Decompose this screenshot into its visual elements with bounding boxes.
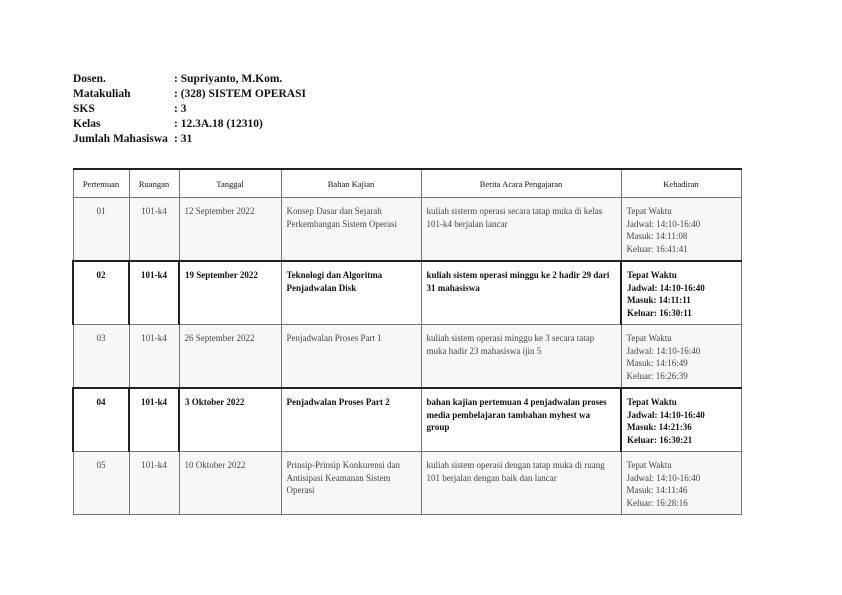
cell-tanggal: 19 September 2022 [179,261,281,325]
cell-tanggal: 26 September 2022 [179,325,281,389]
table-row [73,261,741,325]
jumlah-value: : 31 [174,133,193,145]
cell-kehadiran [621,198,741,262]
cell-ruangan: 101-k4 [129,452,179,515]
cell-kehadiran [621,452,741,515]
header-ruangan: Ruangan [129,169,179,198]
kehadiran-keluar: Keluar: 16:30:11 [627,307,692,318]
info-row-jumlah [73,132,306,147]
cell-berita-acara: kuliah sisterm operasi secara tatap muka di kelas 101-k4 berjalan lancar [421,198,621,262]
info-row-sks [73,102,306,117]
kehadiran-status: Tepat Waktu [626,333,672,343]
matakuliah-label: Matakuliah [73,88,131,100]
cell-ruangan: 101-k4 [129,198,179,262]
table-row [73,198,741,262]
table-row [73,388,741,452]
attendance-table [72,168,742,515]
table-header [73,169,741,198]
cell-tanggal: 12 September 2022 [179,198,281,262]
cell-kehadiran [621,388,741,452]
table-body [73,198,741,515]
cell-bahan-kajian: Penjadwalan Proses Part 2 [281,388,421,452]
kehadiran-masuk: Masuk: 14:16:49 [626,358,688,368]
matakuliah-value: : (328) SISTEM OPERASI [174,88,306,100]
kehadiran-jadwal: Jadwal: 14:10-16:40 [626,472,701,483]
kehadiran-jadwal: Jadwal: 14:10-16:40 [626,345,701,356]
course-info [73,72,306,147]
jumlah-label: Jumlah Mahasiswa [73,133,168,145]
cell-kehadiran [621,261,741,325]
sks-value: : 3 [174,103,187,115]
kelas-value: : 12.3A.18 (12310) [174,118,263,130]
kehadiran-masuk: Masuk: 14:11:11 [627,295,691,305]
sks-label: SKS [73,103,95,115]
kehadiran-jadwal: Jadwal: 14:10-16:40 [627,409,705,420]
kehadiran-jadwal: Jadwal: 14:10-16:40 [626,218,701,229]
info-row-matakuliah [73,87,306,102]
kehadiran-masuk: Masuk: 14:11:46 [626,485,688,495]
info-row-dosen [73,72,306,87]
cell-ruangan: 101-k4 [129,261,179,325]
header-berita-acara: Berita Acara Pengajaran [421,169,621,198]
cell-tanggal: 10 Oktober 2022 [179,452,281,515]
kehadiran-masuk: Masuk: 14:21:36 [627,422,692,432]
kelas-label: Kelas [73,118,101,130]
cell-bahan-kajian: Penjadwalan Proses Part 1 [281,325,421,389]
cell-berita-acara: kuliah sistem operasi dengan tatap muka di ruang 101 berjalan dengan baik dan lancar [421,452,621,515]
kehadiran-keluar: Keluar: 16:28:16 [626,497,688,508]
cell-pertemuan: 04 [73,388,129,452]
cell-pertemuan: 03 [73,325,129,389]
kehadiran-masuk: Masuk: 14:11:08 [626,231,688,241]
cell-ruangan: 101-k4 [129,388,179,452]
dosen-label: Dosen. [73,73,106,85]
cell-tanggal: 3 Oktober 2022 [179,388,281,452]
dosen-value: : Supriyanto, M.Kom. [174,73,283,85]
header-bahan-kajian: Bahan Kajian [281,169,421,198]
cell-berita-acara: bahan kajian pertemuan 4 penjadwalan proses media pembelajaran tambahan myhest wa group [421,388,621,452]
header-kehadiran: Kehadiran [621,169,741,198]
kehadiran-status: Tepat Waktu [626,460,672,470]
cell-pertemuan: 05 [73,452,129,515]
kehadiran-status: Tepat Waktu [627,397,677,407]
kehadiran-keluar: Keluar: 16:41:41 [626,243,688,254]
cell-ruangan: 101-k4 [129,325,179,389]
cell-bahan-kajian: Teknologi dan Algoritma Penjadwalan Disk [281,261,421,325]
cell-berita-acara: kuliah sistem operasi minggu ke 2 hadir 29 dari 31 mahasiswa [421,261,621,325]
cell-kehadiran [621,325,741,389]
info-row-kelas [73,117,306,132]
cell-pertemuan: 02 [73,261,129,325]
kehadiran-keluar: Keluar: 16:30:21 [627,434,693,445]
cell-bahan-kajian: Prinsip-Prinsip Konkurensi dan Antisipasi Keamanan Sistem Operasi [281,452,421,515]
kehadiran-status: Tepat Waktu [626,206,672,216]
kehadiran-status: Tepat Waktu [627,270,677,280]
cell-berita-acara: kuliah sistem operasi minggu ke 3 secara tatap muka hadir 23 mahasiswa ijin 5 [421,325,621,389]
kehadiran-jadwal: Jadwal: 14:10-16:40 [627,282,705,293]
table-row [73,452,741,515]
header-tanggal: Tanggal [179,169,281,198]
header-pertemuan: Pertemuan [73,169,129,198]
table-row [73,325,741,389]
attendance-table-wrapper [72,168,740,515]
cell-bahan-kajian: Konsep Dasar dan Sejarah Perkembangan Sistem Operasi [281,198,421,262]
cell-pertemuan: 01 [73,198,129,262]
kehadiran-keluar: Keluar: 16:26:39 [626,370,688,381]
